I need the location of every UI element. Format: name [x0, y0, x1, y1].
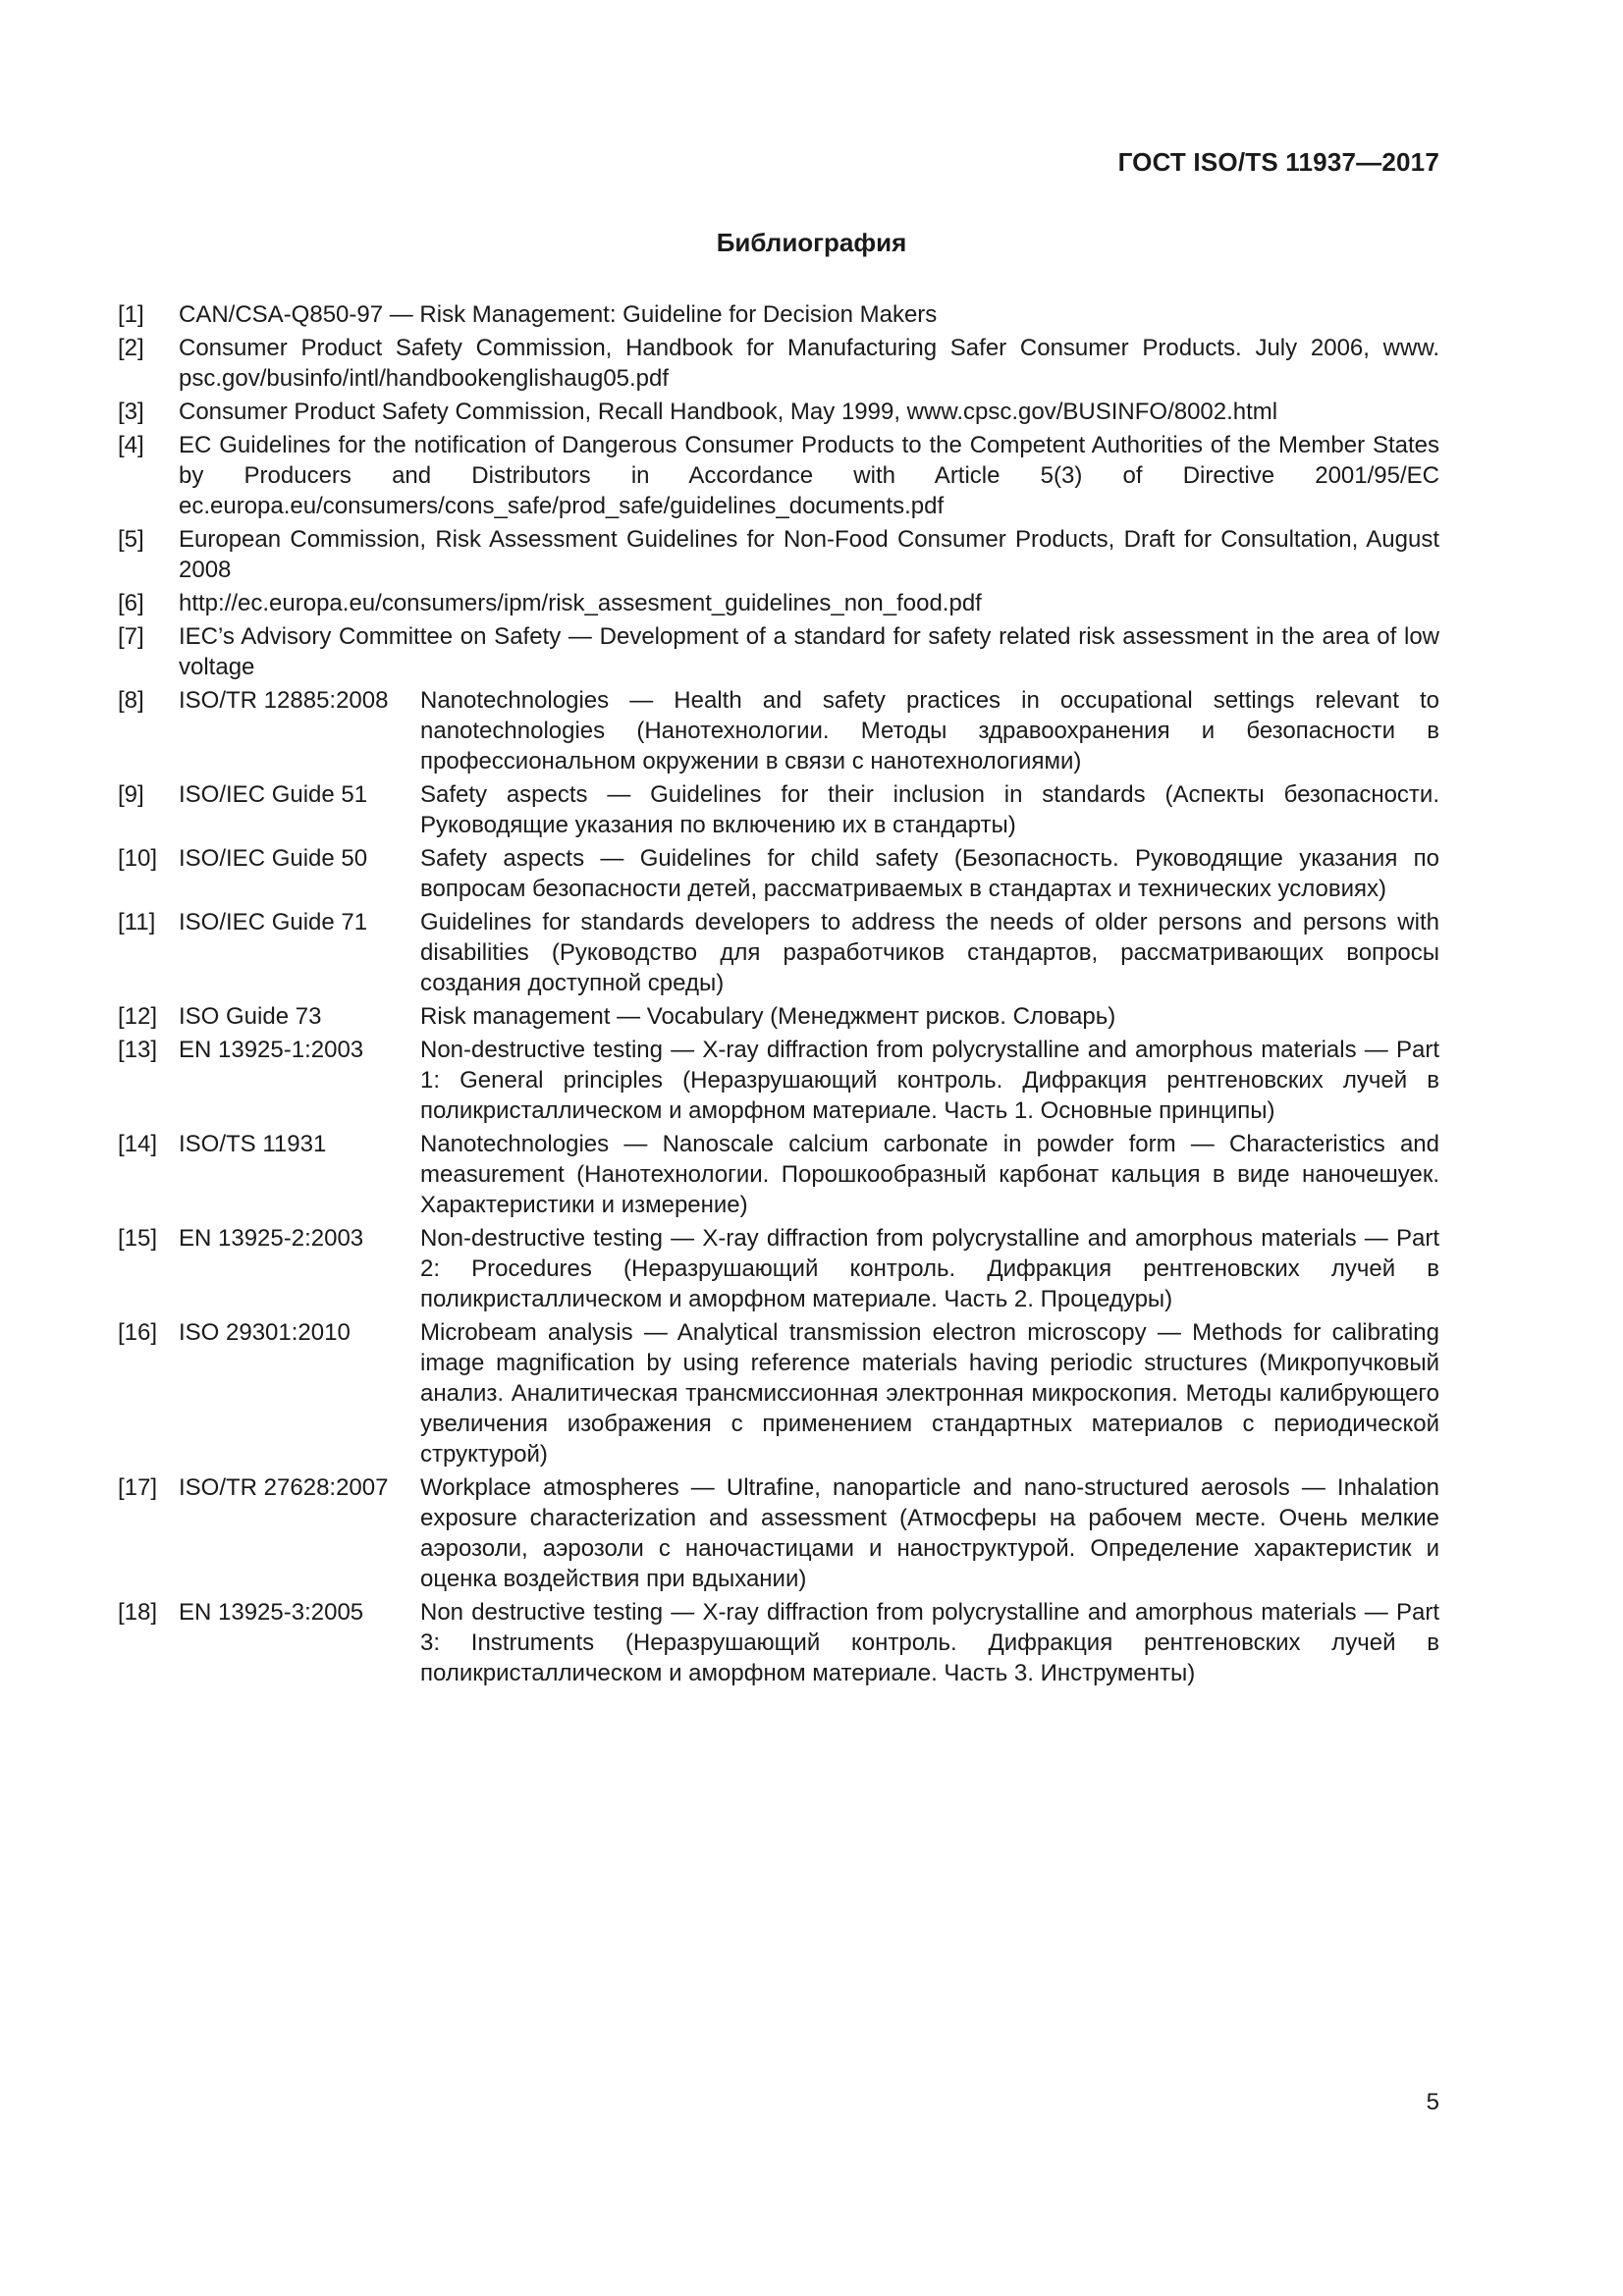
entry-title: Non-destructive testing — X-ray diffraction from polycrystalline and amorphous materials — Part 2: Procedures (Неразрушающий контроль. Дифракция рентгеновских лучей в поликристаллическом и аморфном материале. Часть 2. Процедуры)	[420, 1225, 1439, 1312]
entry-doc-id: ISO Guide 73	[179, 1003, 322, 1030]
entry-doc-id: ISO/TR 12885:2008	[179, 687, 389, 714]
entry-title: Safety aspects — Guidelines for their inclusion in standards (Аспекты безопасности. Руководящие указания по включению их в стандарты)	[420, 781, 1439, 838]
bib-entry-11	[118, 907, 1439, 998]
entry-doc-id: ISO/IEC Guide 50	[179, 845, 368, 872]
entry-number: [12]	[118, 1003, 158, 1030]
entry-title: Non destructive testing — X-ray diffraction from polycrystalline and amorphous materials — Part 3: Instruments (Неразрушающий контроль. Дифракция рентгеновских лучей в поликристаллическом и аморфном материале. Часть 3. Инструменты)	[420, 1599, 1439, 1686]
entry-doc-id: ISO/IEC Guide 71	[179, 909, 368, 935]
entry-title: Guidelines for standards developers to address the needs of older persons and persons with disabilities (Руководство для разработчиков стандартов, рассматривающих вопросы создания доступной среды)	[420, 909, 1439, 996]
entry-text: http://ec.europa.eu/consumers/ipm/risk_assesment_guidelines_non_food.pdf	[179, 590, 982, 616]
entry-text: IEC’s Advisory Committee on Safety — Development of a standard for safety related risk assessment in the area of low voltage	[179, 623, 1439, 680]
entry-number: [14]	[118, 1131, 158, 1157]
entry-number: [9]	[118, 781, 144, 808]
entry-title: Microbeam analysis — Analytical transmission electron microscopy — Methods for calibrating image magnification by using reference materials having periodic structures (Микропучковый анализ. Аналитическая трансмиссионная электронная микроскопия. Методы калибрующего увеличения изображения с применением стандартных материалов с периодической структурой)	[420, 1319, 1439, 1468]
bib-entry-8	[118, 685, 1439, 776]
entry-text: EC Guidelines for the notification of Dangerous Consumer Products to the Competent Authorities of the Member States by Producers and Distributors in Accordance with Article 5(3) of Directive 2001/95/EC ec.europa.eu/consumers/cons_safe/prod_safe/guidelines_documents.pdf	[179, 432, 1439, 519]
entry-number: [17]	[118, 1474, 158, 1501]
entry-number: [4]	[118, 432, 144, 458]
entry-title: Nanotechnologies — Nanoscale calcium carbonate in powder form — Characteristics and measurement (Нанотехнологии. Порошкообразный карбонат кальция в виде наночешуек. Характеристики и измерение)	[420, 1131, 1439, 1218]
page-number: 5	[1426, 2089, 1439, 2115]
entry-number: [8]	[118, 687, 144, 714]
bib-entry-16	[118, 1317, 1439, 1469]
entry-number: [15]	[118, 1225, 158, 1252]
entry-number: [2]	[118, 335, 144, 361]
entry-number: [11]	[118, 909, 156, 935]
bib-entry-9	[118, 779, 1439, 840]
entry-doc-id: ISO/TS 11931	[179, 1131, 327, 1157]
bib-entry-4	[118, 430, 1439, 521]
bib-entry-13	[118, 1035, 1439, 1126]
entry-number: [10]	[118, 845, 158, 872]
bibliography-list	[118, 299, 1439, 1691]
entry-number: [13]	[118, 1037, 158, 1063]
bib-entry-3	[118, 397, 1439, 427]
bib-entry-12	[118, 1001, 1439, 1032]
bib-entry-7	[118, 621, 1439, 682]
entry-doc-id: EN 13925-1:2003	[179, 1037, 364, 1063]
entry-number: [18]	[118, 1599, 158, 1626]
entry-doc-id: ISO/TR 27628:2007	[179, 1474, 389, 1501]
bib-entry-15	[118, 1223, 1439, 1314]
bib-entry-1	[118, 299, 1439, 330]
bib-entry-5	[118, 524, 1439, 585]
entry-text: CAN/CSA-Q850-97 — Risk Management: Guideline for Decision Makers	[179, 301, 938, 328]
entry-number: [6]	[118, 590, 144, 616]
bibliography-title: Библиография	[716, 228, 907, 257]
entry-number: [3]	[118, 399, 144, 425]
entry-doc-id: EN 13925-2:2003	[179, 1225, 364, 1252]
bib-entry-18	[118, 1597, 1439, 1688]
bib-entry-6	[118, 588, 1439, 618]
entry-number: [1]	[118, 301, 144, 328]
entry-number: [5]	[118, 526, 144, 553]
entry-number: [16]	[118, 1319, 158, 1346]
entry-title: Safety aspects — Guidelines for child safety (Безопасность. Руководящие указания по вопросам безопасности детей, рассматриваемых в стандартах и технических условиях)	[420, 845, 1439, 902]
entry-title: Risk management — Vocabulary (Менеджмент рисков. Словарь)	[420, 1003, 1116, 1030]
bib-entry-17	[118, 1472, 1439, 1594]
entry-text: Consumer Product Safety Commission, Handbook for Manufacturing Safer Consumer Products. July 2006, www. psc.gov/businfo/intl/handbookenglishaug05.pdf	[179, 335, 1439, 392]
bib-entry-14	[118, 1129, 1439, 1220]
entry-doc-id: ISO/IEC Guide 51	[179, 781, 368, 808]
entry-doc-id: EN 13925-3:2005	[179, 1599, 364, 1626]
entry-doc-id: ISO 29301:2010	[179, 1319, 351, 1346]
bib-entry-10	[118, 843, 1439, 904]
entry-title: Nanotechnologies — Health and safety practices in occupational settings relevant to nanotechnologies (Нанотехнологии. Методы здравоохранения и безопасности в профессиональном окружении в связи с нанотехнологиями)	[420, 687, 1439, 774]
document-header: ГОСТ ISO/TS 11937—2017	[1117, 147, 1439, 177]
entry-title: Non-destructive testing — X-ray diffraction from polycrystalline and amorphous materials — Part 1: General principles (Неразрушающий контроль. Дифракция рентгеновских лучей в поликристаллическом и аморфном материале. Часть 1. Основные принципы)	[420, 1037, 1439, 1124]
entry-text: European Commission, Risk Assessment Guidelines for Non-Food Consumer Products, Draft for Consultation, August 2008	[179, 526, 1439, 583]
entry-title: Workplace atmospheres — Ultrafine, nanoparticle and nano-structured aerosols — Inhalation exposure characterization and assessment (Атмосферы на рабочем месте. Очень мелкие аэрозоли, аэрозоли с наночастицами и наноструктурой. Определение характеристик и оценка воздействия при вдыхании)	[420, 1474, 1439, 1592]
entry-text: Consumer Product Safety Commission, Recall Handbook, May 1999, www.cpsc.gov/BUSINFO/8002.html	[179, 399, 1278, 425]
bib-entry-2	[118, 333, 1439, 394]
entry-number: [7]	[118, 623, 144, 650]
